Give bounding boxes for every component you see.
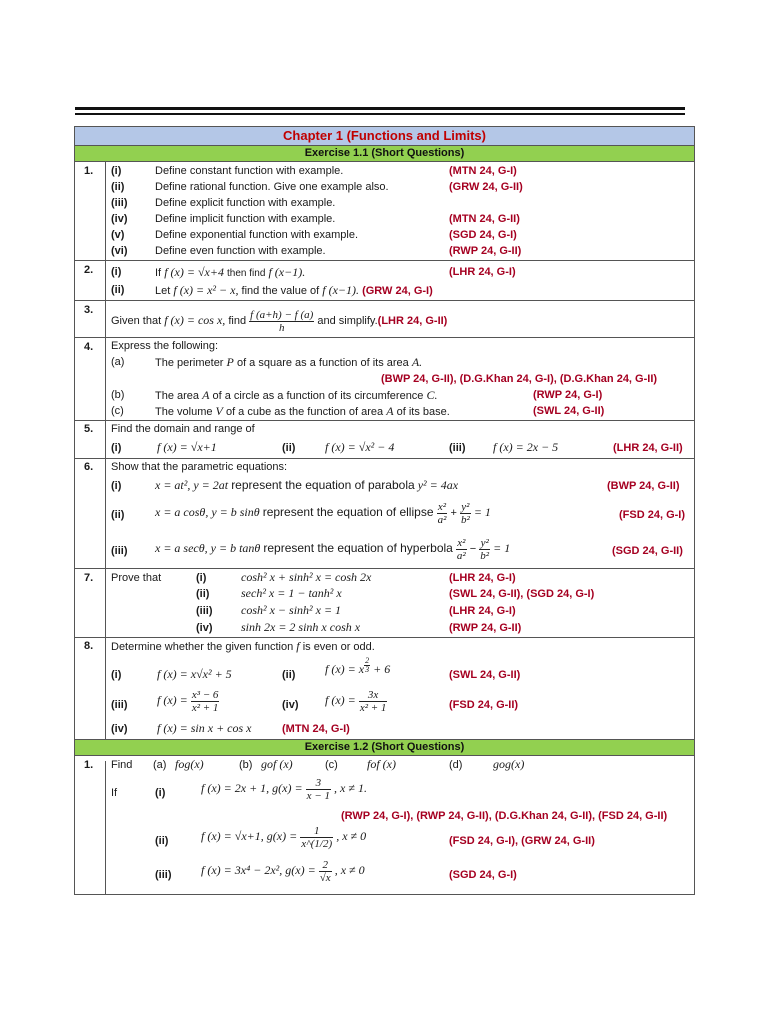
item-text: [155, 405, 450, 419]
item-roman: (ii): [111, 509, 125, 521]
header-rule-thick: [75, 107, 685, 110]
fraction: [249, 309, 314, 334]
numerator: x³ − 6: [191, 688, 219, 701]
math-expression: f (x) = √x+1: [157, 440, 217, 454]
item-roman: (i): [111, 165, 122, 177]
item-roman: (iv): [111, 213, 128, 225]
fraction: [359, 689, 388, 714]
expr-post: , x ≠ 1.: [334, 781, 367, 795]
number-column-divider: [105, 162, 106, 741]
part-label: (b): [239, 759, 253, 771]
numerator: 2: [319, 859, 332, 872]
item-text: Define exponential function with example.: [155, 229, 359, 241]
item-roman: (iv): [282, 699, 299, 711]
item-roman: (ii): [111, 181, 125, 193]
rhs: = 1: [473, 505, 491, 519]
header-rule-thin: [75, 113, 685, 115]
fraction: [460, 501, 471, 526]
text: represent the equation of ellipse: [262, 505, 434, 519]
variable: A: [386, 404, 394, 418]
exercise-1-1-header: Exercise 1.1 (Short Questions): [75, 145, 694, 162]
text: represent the equation of parabola: [231, 478, 415, 492]
suffix: and simplify.: [317, 315, 378, 327]
math-expression: [325, 657, 390, 682]
numerator: x²: [437, 500, 447, 513]
variable: V: [215, 404, 223, 418]
item-text: [155, 389, 438, 403]
fraction: [479, 537, 490, 562]
fraction: [319, 859, 332, 884]
row-divider: [75, 637, 694, 638]
math-expression: f (x) = √x+4: [164, 265, 224, 279]
numerator: 3: [306, 777, 331, 790]
item-text: Define explicit function with example.: [155, 197, 336, 209]
math-expression: f (x−1).: [322, 283, 360, 297]
math-expression: gof (x): [261, 757, 293, 771]
item-roman: (ii): [155, 835, 169, 847]
item-reference: (FSD 24, G-II): [449, 699, 519, 711]
condition-label: If: [111, 787, 118, 799]
item-label: (a): [111, 356, 125, 368]
item-roman: (ii): [111, 284, 125, 296]
item-reference: (LHR 24, G-I): [449, 605, 516, 617]
exercise-1-2-header: Exercise 1.2 (Short Questions): [75, 739, 694, 756]
item-roman: (iii): [155, 869, 172, 881]
item-reference: (BWP 24, G-II), (D.G.Khan 24, G-I), (D.G.Khan 24, G-II): [381, 373, 658, 385]
operator: −: [469, 543, 477, 555]
item-roman: (i): [111, 442, 122, 454]
part-label: (a): [153, 759, 167, 771]
item-roman: (i): [155, 787, 166, 799]
math-expression: cosh² x − sinh² x = 1: [241, 603, 342, 617]
question-number: 7.: [84, 572, 94, 584]
rhs: = 1: [493, 541, 511, 555]
question-intro: [111, 640, 375, 654]
denominator: b²: [460, 513, 470, 526]
item-roman: (i): [111, 669, 122, 681]
item-roman: (v): [111, 229, 125, 241]
item-reference: (MTN 24, G-I): [449, 165, 517, 177]
item-reference: (MTN 24, G-I): [282, 723, 350, 735]
variable: f: [296, 639, 300, 653]
item-roman: (iii): [449, 442, 466, 454]
math-expression: sech² x = 1 − tanh² x: [241, 586, 342, 600]
math-expression: fof (x): [367, 757, 396, 771]
question-number: 6.: [84, 461, 94, 473]
numerator: 1: [300, 825, 333, 838]
math-expression: cosh² x + sinh² x = cosh 2x: [241, 570, 372, 584]
math-expression: f (x) = x√x² + 5: [157, 667, 232, 681]
text: of a square as a function of its area: [236, 357, 409, 369]
math-expression: fog(x): [175, 757, 204, 771]
math-expression: f (x) = cos x,: [164, 313, 226, 327]
item-reference: (SWL 24, G-II): [533, 405, 605, 417]
question-intro: Find: [111, 759, 133, 771]
item-reference: (RWP 24, G-II): [449, 622, 522, 634]
numerator: x²: [457, 536, 466, 549]
numerator: 2: [365, 656, 370, 665]
number-column-divider-2: [105, 761, 106, 895]
item-reference: (RWP 24, G-II): [449, 245, 522, 257]
connector: then find: [227, 268, 266, 279]
text: of a circle as a function of its circumference: [212, 390, 424, 402]
denominator: h: [278, 321, 285, 334]
item-reference: (FSD 24, G-I): [619, 509, 686, 521]
item-reference: (LHR 24, G-II): [377, 315, 448, 327]
question-number: 8.: [84, 640, 94, 652]
item-text: Define even function with example.: [155, 245, 326, 257]
denominator: a²: [437, 513, 447, 526]
item-roman: (iv): [111, 723, 128, 735]
item-text: [155, 535, 510, 562]
item-text: [155, 479, 458, 493]
part-label: (d): [449, 759, 463, 771]
expr-base: f (x) = x: [325, 662, 365, 676]
item-text: Define constant function with example.: [155, 165, 344, 177]
math-expression: f (x) = √x² − 4: [325, 440, 395, 454]
operator: +: [450, 507, 457, 519]
numerator: y²: [480, 536, 489, 549]
item-roman: (ii): [282, 669, 296, 681]
item-reference: (SGD 24, G-II): [612, 545, 683, 557]
row-divider: [75, 337, 694, 338]
expr-pre: f (x) = 2x + 1, g(x) =: [201, 781, 303, 795]
item-text: Define implicit function with example.: [155, 213, 336, 225]
item-reference: (SWL 24, G-II), (SGD 24, G-I): [449, 588, 595, 600]
question-intro: Prove that: [111, 572, 162, 584]
item-text: [155, 356, 422, 370]
item-reference: (RWP 24, G-I): [533, 389, 603, 401]
item-label: (c): [111, 405, 124, 417]
math-expression: x = a secθ, y = b tanθ: [155, 541, 261, 555]
numerator: y²: [461, 500, 470, 513]
item-text: [155, 499, 491, 526]
variable: C.: [426, 388, 438, 402]
math-expression: gog(x): [493, 757, 525, 771]
text: of its base.: [396, 406, 450, 418]
row-divider: [75, 420, 694, 421]
math-expression: [201, 823, 366, 850]
item-roman: (iii): [111, 699, 128, 711]
item-reference: (FSD 24, G-I), (GRW 24, G-II): [449, 835, 595, 847]
math-expression: [325, 687, 387, 714]
item-roman: (i): [111, 480, 122, 492]
denominator: 3: [365, 665, 370, 674]
item-roman: (i): [111, 266, 122, 278]
item-text: [155, 266, 305, 280]
prefix: Let: [155, 285, 171, 297]
row-divider: [75, 260, 694, 261]
row-divider: [75, 458, 694, 459]
item-reference: (GRW 24, G-II): [449, 181, 523, 193]
text: represent the equation of hyperbola: [263, 541, 453, 555]
item-reference: (LHR 24, G-I): [449, 572, 516, 584]
chapter-title: Chapter 1 (Functions and Limits): [75, 127, 694, 146]
math-expression: [201, 857, 365, 884]
math-expression: sinh 2x = 2 sinh x cosh x: [241, 620, 361, 634]
text: The volume: [155, 406, 213, 418]
item-reference: (LHR 24, G-I): [449, 266, 516, 278]
denominator: b²: [480, 549, 490, 562]
math-expression: f (x) = x² − x,: [173, 283, 239, 297]
math-expression: y² = 4ax: [417, 478, 459, 492]
item-roman: (ii): [282, 442, 296, 454]
item-label: (b): [111, 389, 125, 401]
item-roman: (iii): [111, 197, 128, 209]
row-divider: [75, 300, 694, 301]
expr-tail: + 6: [373, 662, 391, 676]
fraction: [306, 777, 331, 802]
question-table: [74, 126, 695, 895]
item-reference: (LHR 24, G-II): [613, 442, 683, 454]
item-roman: (iii): [196, 605, 213, 617]
item-reference: (BWP 24, G-II): [607, 480, 680, 492]
math-expression: [201, 775, 367, 802]
denominator: x − 1: [306, 789, 330, 802]
question-number: 5.: [84, 423, 94, 435]
denominator: √x: [319, 871, 331, 884]
item-roman: (vi): [111, 245, 128, 257]
fraction: [437, 501, 448, 526]
item-roman: (i): [196, 572, 207, 584]
variable: A: [202, 388, 210, 402]
question-number: 2.: [84, 264, 94, 276]
exponent-fraction: [364, 657, 370, 674]
item-roman: (ii): [196, 588, 210, 600]
item-reference: (SGD 24, G-I): [449, 229, 517, 241]
part-label: (c): [325, 759, 338, 771]
question-intro: Find the domain and range of: [111, 423, 255, 435]
question-intro: Express the following:: [111, 340, 218, 352]
denominator: x² + 1: [191, 701, 219, 714]
question-number: 1.: [84, 165, 94, 177]
text: Determine whether the given function: [111, 641, 294, 653]
text: The perimeter: [155, 357, 224, 369]
math-expression: x = at², y = 2at: [155, 478, 229, 492]
denominator: a²: [456, 549, 466, 562]
fraction: [300, 825, 333, 850]
question-number: 1.: [84, 759, 94, 771]
text: is even or odd.: [302, 641, 375, 653]
connector: find: [228, 315, 247, 327]
math-expression: f (x) = sin x + cos x: [157, 721, 252, 735]
expr-pre: f (x) = √x+1, g(x) =: [201, 829, 298, 843]
item-reference: (SGD 24, G-I): [449, 869, 517, 881]
prefix: If: [155, 267, 162, 279]
item-reference: (GRW 24, G-I): [362, 285, 433, 297]
item-roman: (iii): [111, 545, 128, 557]
math-expression: f (x−1).: [268, 265, 306, 279]
expr-post: , x ≠ 0: [334, 863, 365, 877]
fraction: [456, 537, 467, 562]
variable: P: [226, 355, 234, 369]
question-number: 3.: [84, 304, 94, 316]
row-divider: [75, 568, 694, 569]
expr-post: , x ≠ 0: [336, 829, 367, 843]
numerator: f (a+h) − f (a): [250, 308, 314, 321]
math-expression: x = a cosθ, y = b sinθ: [155, 505, 260, 519]
text: The area: [155, 390, 200, 402]
fraction: [191, 689, 220, 714]
item-roman: (iv): [196, 622, 213, 634]
item-reference: (RWP 24, G-I), (RWP 24, G-II), (D.G.Khan 24, G-II), (FSD 24, G-II): [341, 810, 668, 822]
item-text: Define rational function. Give one example also.: [155, 181, 389, 193]
text: of a cube as the function of area: [225, 406, 384, 418]
connector: find the value of: [241, 285, 320, 297]
item-reference: (SWL 24, G-II): [449, 669, 521, 681]
math-expression: f (x) = 2x − 5: [493, 440, 559, 454]
item-reference: (MTN 24, G-II): [449, 213, 520, 225]
math-expression: [157, 687, 219, 714]
item-text: [111, 307, 447, 334]
lhs: f (x) =: [157, 693, 188, 707]
numerator: 3x: [359, 689, 388, 702]
variable: A.: [411, 355, 423, 369]
prefix: Given that: [111, 315, 162, 327]
question-intro: Show that the parametric equations:: [111, 461, 288, 473]
denominator: x^(1/2): [301, 837, 333, 850]
expr-pre: f (x) = 3x⁴ − 2x², g(x) =: [201, 863, 316, 877]
lhs: f (x) =: [325, 693, 356, 707]
item-text: [155, 284, 433, 298]
question-number: 4.: [84, 341, 94, 353]
denominator: x² + 1: [359, 701, 387, 714]
